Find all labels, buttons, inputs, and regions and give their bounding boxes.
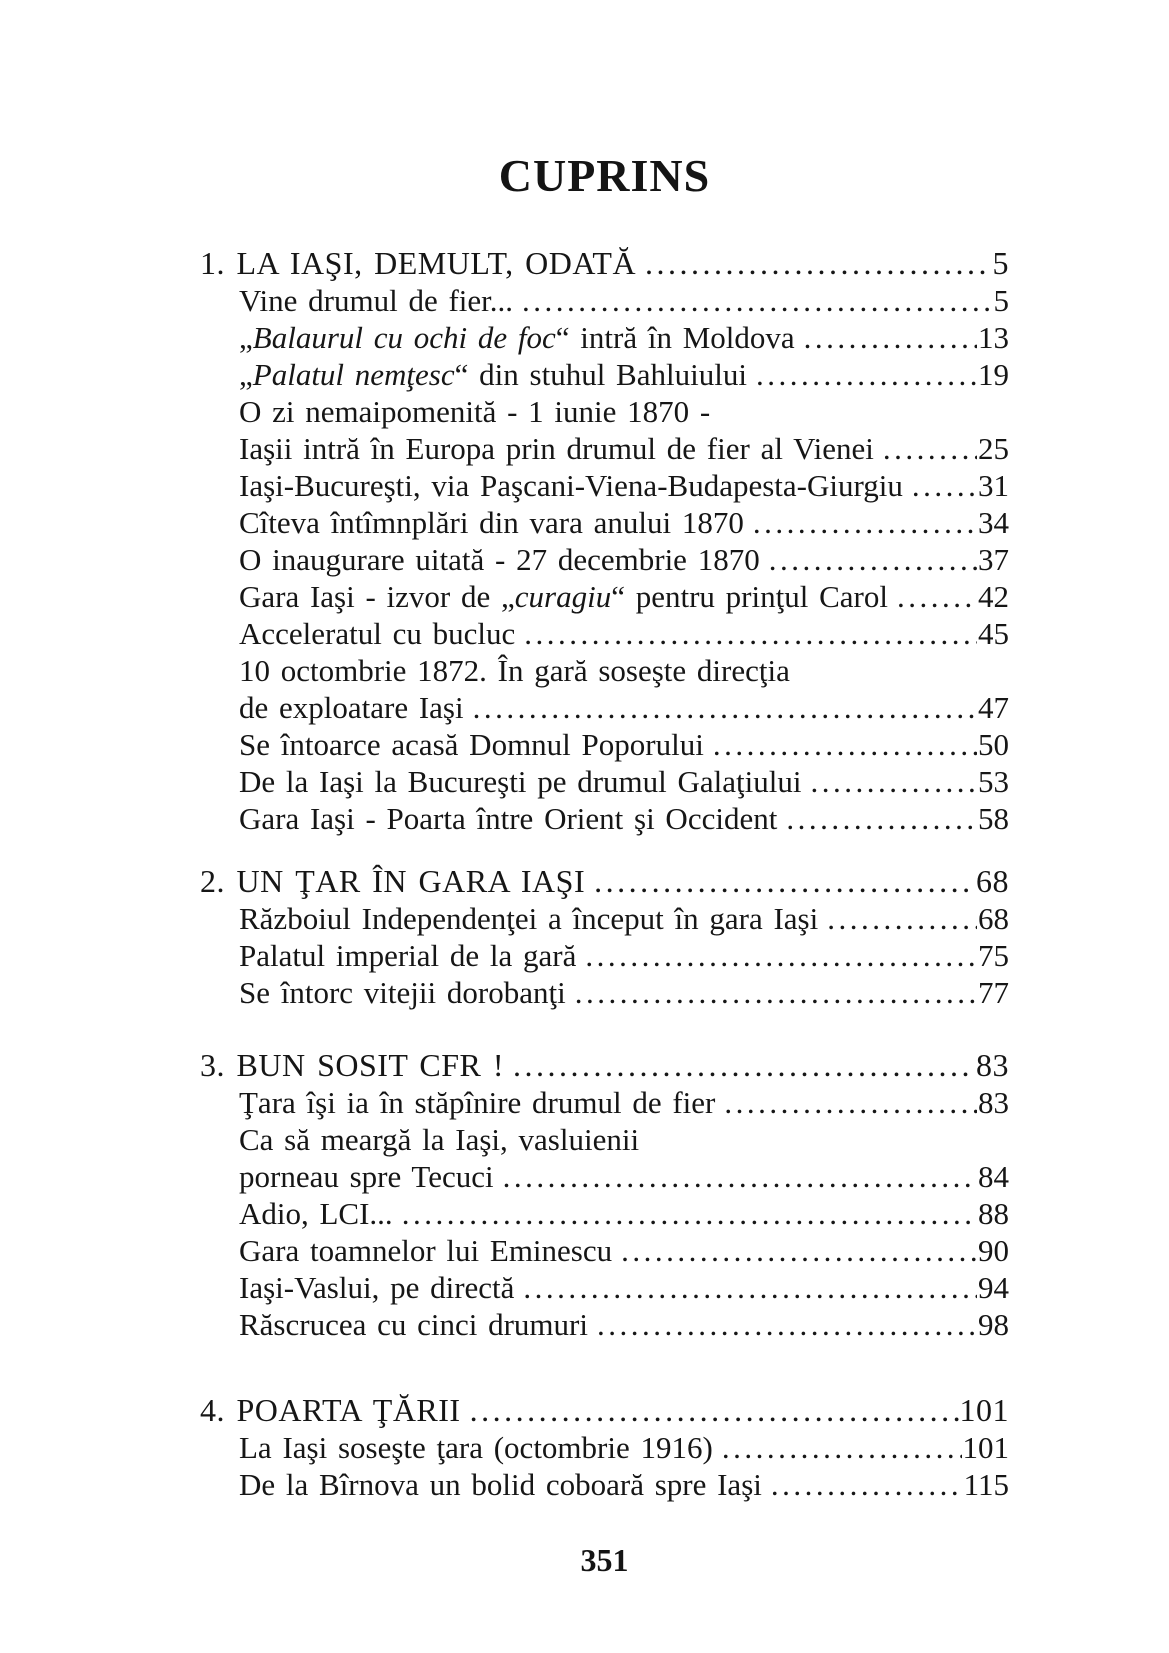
toc-entry-page: 90 (978, 1233, 1009, 1268)
toc-sub-entry (200, 689, 1009, 726)
dot-leader (753, 504, 977, 541)
toc-entry-text: Ţara îşi ia în stăpînire drumul de fier (239, 1085, 716, 1120)
toc-sub-entry (200, 541, 1009, 578)
toc-entry-text: porneau spre Tecuci (239, 1159, 494, 1194)
toc-sub-entry (200, 900, 1009, 937)
dot-leader (912, 467, 977, 504)
dot-leader (513, 1047, 975, 1084)
toc-entry-text: 10 octombrie 1872. În gară soseşte direcţia (239, 653, 790, 688)
dot-leader (756, 356, 977, 393)
toc-chapter-entry (200, 1392, 1009, 1429)
toc-entry-text: La Iaşi soseşte ţara (octombrie 1916) (239, 1430, 713, 1465)
toc-entry-page: 13 (978, 320, 1009, 355)
toc-entry-page: 101 (962, 1430, 1009, 1465)
toc-entry-page: 101 (959, 1392, 1009, 1428)
dot-leader (522, 282, 992, 319)
dot-leader (827, 900, 977, 937)
toc-entry-text: O zi nemaipomenită - 1 iunie 1870 - (239, 394, 711, 429)
toc-sub-entry (200, 1269, 1009, 1306)
dot-leader (722, 1429, 962, 1466)
toc-entry-page: 94 (978, 1270, 1009, 1305)
dot-leader (503, 1158, 977, 1195)
toc-entry-page: 31 (978, 468, 1009, 503)
toc-sub-entry (200, 282, 1009, 319)
toc-entry-page: 25 (978, 431, 1009, 466)
dot-leader (621, 1232, 977, 1269)
toc-sub-entry (200, 356, 1009, 393)
toc-entry-page: 83 (978, 1085, 1009, 1120)
toc-sub-entry (200, 1121, 1009, 1158)
toc-entry-page: 68 (976, 863, 1009, 899)
toc-entry-page: 88 (978, 1196, 1009, 1231)
toc-sub-entry (200, 974, 1009, 1011)
toc-entry-text: Iaşi-Vaslui, pe directă (239, 1270, 515, 1305)
toc-entry-text: Gara toamnelor lui Eminescu (239, 1233, 613, 1268)
toc-entry-page: 115 (963, 1467, 1009, 1502)
toc-entry-page: 77 (978, 975, 1009, 1010)
dot-leader (786, 800, 977, 837)
toc-chapter-entry (200, 245, 1009, 282)
toc-sub-entry (200, 1232, 1009, 1269)
toc-entry-page: 47 (978, 690, 1009, 725)
toc-sub-entry (200, 615, 1009, 652)
toc-entry-text: Se întorc vitejii dorobanţi (239, 975, 566, 1010)
toc-entry-text: Adio, LCI... (239, 1196, 393, 1231)
toc-sub-entry (200, 1195, 1009, 1232)
dot-leader (769, 541, 977, 578)
dot-leader (524, 615, 977, 652)
toc-entry-text: 3. BUN SOSIT CFR ! (200, 1047, 505, 1083)
toc-entry-page: 53 (978, 764, 1009, 799)
dot-leader (470, 1392, 959, 1429)
toc-entry-text: De la Bîrnova un bolid coboară spre Iaşi (239, 1467, 762, 1502)
dot-leader (724, 1084, 977, 1121)
toc-entry-text: Acceleratul cu bucluc (239, 616, 516, 651)
toc-sub-entry (200, 319, 1009, 356)
toc-entry-page: 50 (978, 727, 1009, 762)
dot-leader (594, 863, 975, 900)
toc-sub-entry (200, 467, 1009, 504)
toc (200, 245, 1009, 1503)
dot-leader (645, 245, 991, 282)
toc-section (200, 1047, 1009, 1343)
toc-entry-page: 84 (978, 1159, 1009, 1194)
toc-entry-page: 19 (978, 357, 1009, 392)
toc-sub-entry (200, 763, 1009, 800)
toc-sub-entry (200, 1306, 1009, 1343)
toc-sub-entry (200, 1158, 1009, 1195)
toc-entry-page: 68 (978, 901, 1009, 936)
toc-chapter-entry (200, 1047, 1009, 1084)
dot-leader (771, 1466, 963, 1503)
toc-entry-text: Vine drumul de fier... (239, 283, 514, 318)
dot-leader (597, 1306, 977, 1343)
dot-leader (402, 1195, 977, 1232)
toc-section (200, 863, 1009, 1011)
toc-sub-entry (200, 726, 1009, 763)
toc-sub-entry (200, 1084, 1009, 1121)
toc-entry-text: 1. LA IAŞI, DEMULT, ODATĂ (200, 245, 637, 281)
toc-entry-text: De la Iaşi la Bucureşti pe drumul Galaţiului (239, 764, 802, 799)
toc-entry-text: Iaşi-Bucureşti, via Paşcani-Viena-Budapesta-Giurgiu (239, 468, 903, 503)
dot-leader (575, 974, 977, 1011)
dot-leader (804, 319, 977, 356)
dot-leader (523, 1269, 977, 1306)
toc-entry-page: 37 (978, 542, 1009, 577)
toc-entry-page: 5 (992, 245, 1009, 281)
toc-entry-text: Răscrucea cu cinci drumuri (239, 1307, 588, 1342)
toc-entry-page: 83 (976, 1047, 1009, 1083)
dot-leader (897, 578, 977, 615)
toc-section (200, 1392, 1009, 1503)
toc-chapter-entry (200, 863, 1009, 900)
page-title: CUPRINS (498, 150, 711, 201)
page-number: 351 (580, 1542, 629, 1578)
dot-leader (811, 763, 978, 800)
toc-entry-page: 42 (978, 579, 1009, 614)
toc-sub-entry (200, 1429, 1009, 1466)
toc-entry-text: Se întoarce acasă Domnul Poporului (239, 727, 704, 762)
toc-sub-entry (200, 504, 1009, 541)
dot-leader (713, 726, 977, 763)
toc-entry-text: „Palatul nemţesc“ din stuhul Bahluiului (239, 357, 747, 392)
toc-entry-page: 34 (978, 505, 1009, 540)
toc-entry-text: 4. POARTA ŢĂRII (200, 1392, 461, 1428)
toc-sub-entry (200, 430, 1009, 467)
toc-entry-text: Gara Iaşi - izvor de „curagiu“ pentru prinţul Carol (239, 579, 888, 614)
toc-entry-text: Cîteva întîmnplări din vara anului 1870 (239, 505, 744, 540)
toc-entry-text: Iaşii intră în Europa prin drumul de fier al Vienei (239, 431, 874, 466)
toc-entry-text: de exploatare Iaşi (239, 690, 464, 725)
toc-entry-text: Ca să meargă la Iaşi, vasluienii (239, 1122, 640, 1157)
toc-entry-page: 45 (978, 616, 1009, 651)
toc-sub-entry (200, 578, 1009, 615)
toc-entry-page: 58 (978, 801, 1009, 836)
toc-entry-text: Gara Iaşi - Poarta între Orient şi Occident (239, 801, 778, 836)
dot-leader (585, 937, 977, 974)
dot-leader (883, 430, 977, 467)
toc-sub-entry (200, 937, 1009, 974)
toc-entry-page: 5 (993, 283, 1009, 318)
toc-entry-page: 98 (978, 1307, 1009, 1342)
toc-entry-text: Palatul imperial de la gară (239, 938, 577, 973)
toc-entry-page: 75 (978, 938, 1009, 973)
toc-sub-entry (200, 393, 1009, 430)
toc-sub-entry (200, 800, 1009, 837)
toc-entry-text: 2. UN ŢAR ÎN GARA IAŞI (200, 863, 586, 899)
toc-sub-entry (200, 1466, 1009, 1503)
dot-leader (473, 689, 977, 726)
toc-entry-text: „Balaurul cu ochi de foc“ intră în Moldova (239, 320, 795, 355)
toc-entry-text: Războiul Independenţei a început în gara Iaşi (239, 901, 819, 936)
toc-entry-text: O inaugurare uitată - 27 decembrie 1870 (239, 542, 760, 577)
toc-sub-entry (200, 652, 1009, 689)
toc-section (200, 245, 1009, 837)
